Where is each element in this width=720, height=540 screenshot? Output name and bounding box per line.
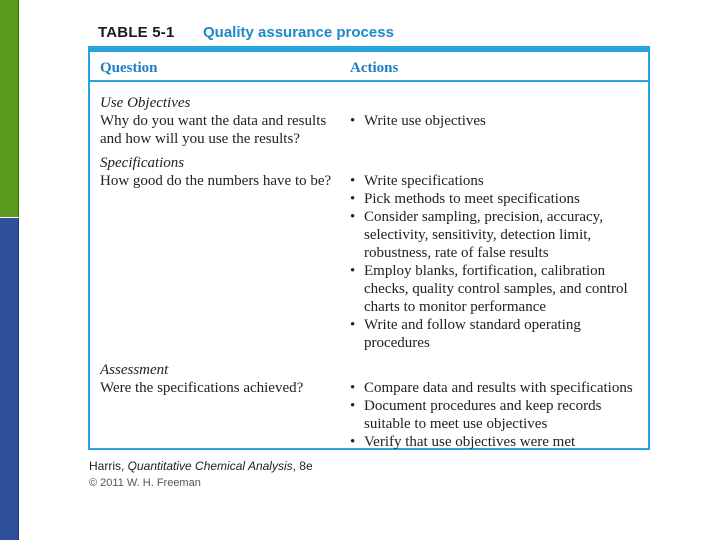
- action-item: • Write and follow standard operating procedures: [350, 316, 640, 352]
- header-actions: Actions: [350, 60, 399, 76]
- section-name: Use Objectives: [100, 95, 191, 111]
- credit-author: Harris,: [89, 459, 128, 473]
- action-item: • Employ blanks, fortification, calibration checks, quality control samples, and control charts to monitor performance: [350, 262, 640, 316]
- credit-edition: , 8e: [292, 459, 313, 473]
- section-specifications-question: [100, 154, 340, 190]
- action-item: • Verify that use objectives were met: [350, 433, 640, 451]
- action-item: • Compare data and results with specifications: [350, 379, 640, 397]
- action-item: • Pick methods to meet specifications: [350, 190, 640, 208]
- section-name: Specifications: [100, 155, 185, 171]
- section-assessment-question: [100, 361, 340, 397]
- section-use-objectives-actions: [350, 112, 640, 130]
- question-text: Were the specifications achieved?: [100, 380, 304, 396]
- section-specifications-actions: [350, 172, 640, 352]
- table-number: TABLE 5-1: [98, 24, 175, 41]
- left-accent-bar-green: [0, 0, 19, 217]
- action-item: • Document procedures and keep records suitable to meet use objectives: [350, 397, 640, 433]
- header-question: Question: [100, 60, 158, 76]
- question-text: Why do you want the data and results and how will you use the results?: [100, 113, 327, 147]
- action-item: • Consider sampling, precision, accuracy, selectivity, sensitivity, detection limit, robustness, rate of false results: [350, 208, 640, 262]
- source-credit: [89, 459, 313, 473]
- credit-book-title: Quantitative Chemical Analysis: [127, 459, 293, 473]
- copyright-line: © 2011 W. H. Freeman: [89, 477, 201, 489]
- section-use-objectives-question: [100, 94, 340, 148]
- table-header-row: [90, 52, 648, 82]
- question-text: How good do the numbers have to be?: [100, 173, 332, 189]
- action-item: • Write use objectives: [350, 112, 640, 130]
- action-item: • Write specifications: [350, 172, 640, 190]
- left-accent-bar-blue: [0, 218, 19, 540]
- table-title: Quality assurance process: [203, 24, 394, 41]
- section-assessment-actions: [350, 379, 640, 451]
- section-name: Assessment: [100, 362, 169, 378]
- quality-assurance-table: [88, 46, 650, 450]
